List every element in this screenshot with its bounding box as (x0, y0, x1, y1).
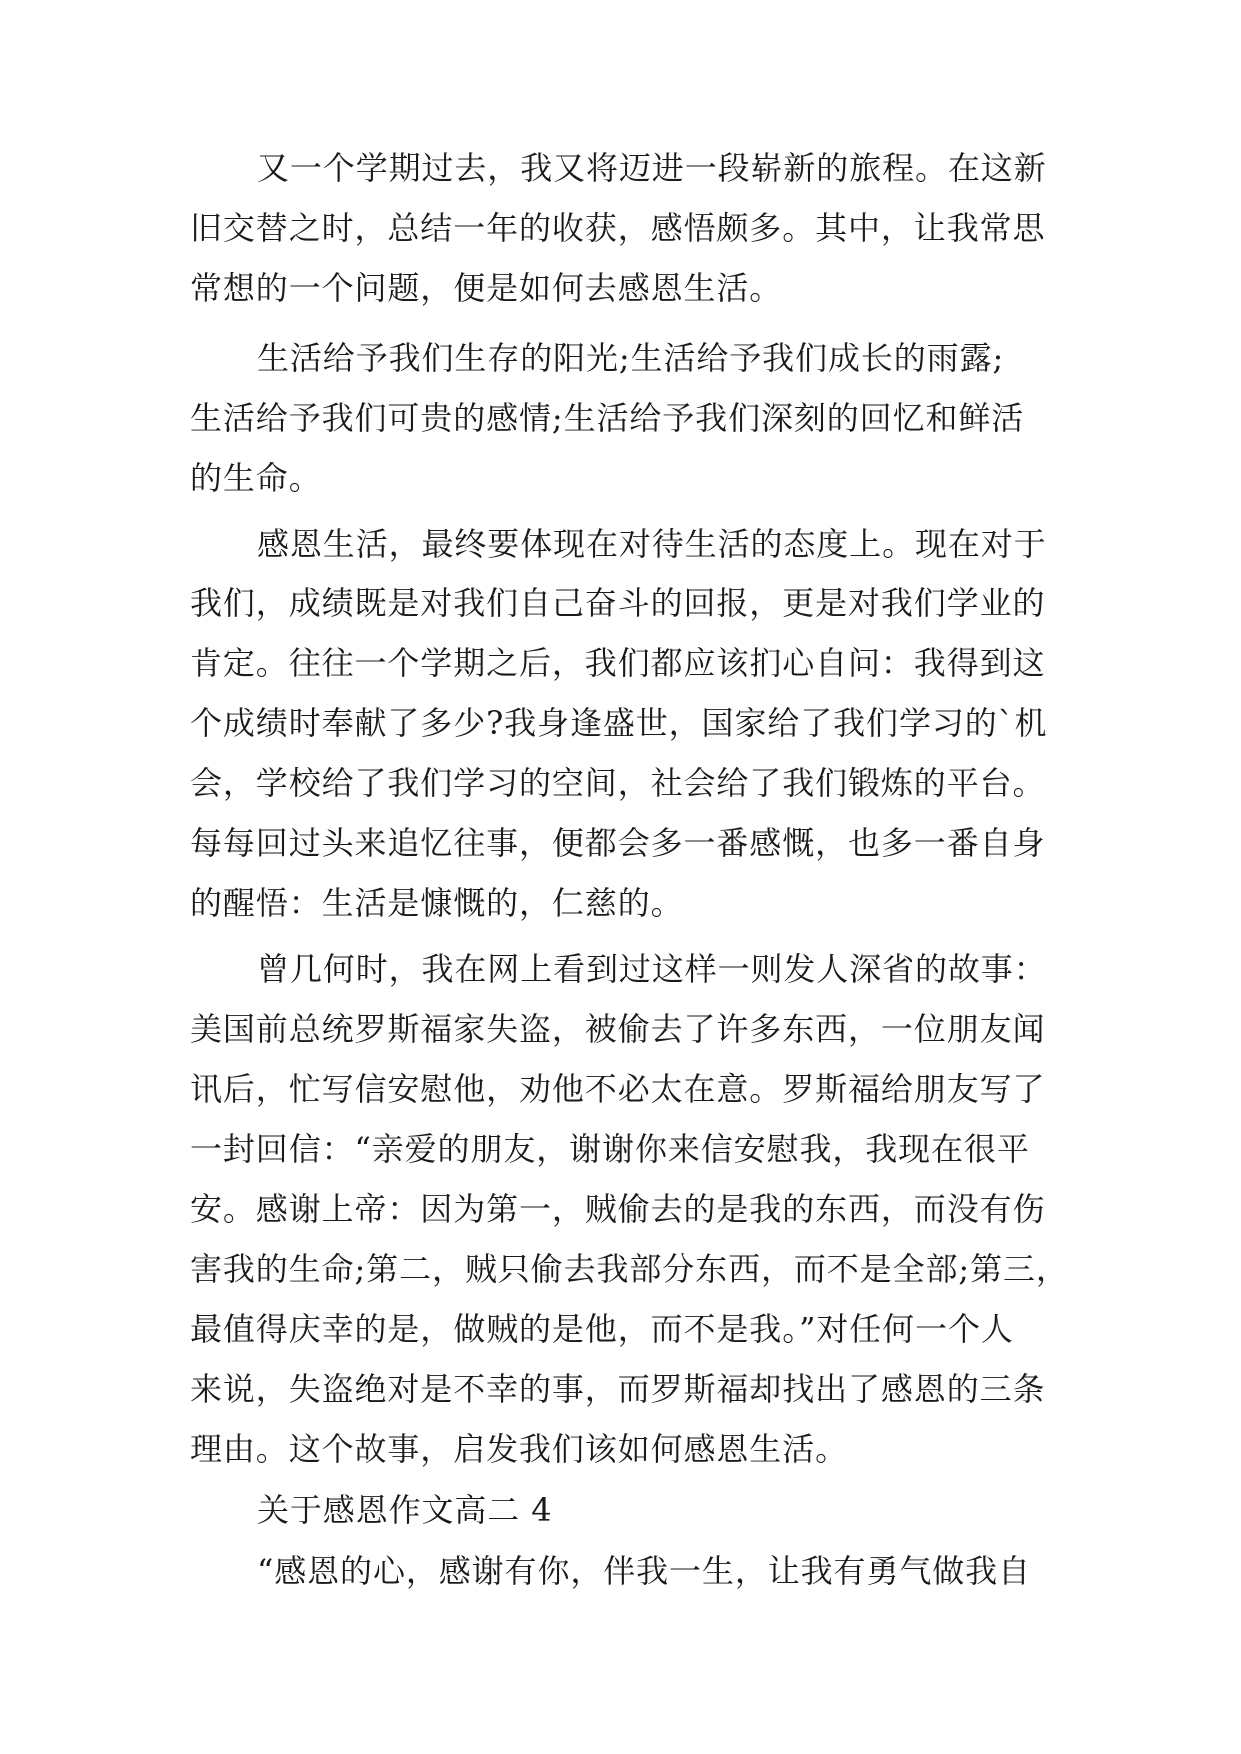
text-line: 生活给予我们可贵的感情;生活给予我们深刻的回忆和鲜活 (190, 399, 1025, 437)
section-heading: 关于感恩作文高二 4 (257, 1491, 553, 1529)
text-line: 肯定。往往一个学期之后，我们都应该扪心自问：我得到这 (190, 644, 1046, 682)
text-line: 一封回信：“亲爱的朋友，谢谢你来信安慰我，我现在很平 (190, 1130, 1030, 1168)
text-line: 最值得庆幸的是，做贼的是他，而不是我。”对任何一个人 (190, 1310, 1014, 1348)
text-line: 感恩生活，最终要体现在对待生活的态度上。现在对于 (257, 525, 1047, 563)
text-line: 的生命。 (190, 459, 322, 497)
text-line: 来说，失盗绝对是不幸的事，而罗斯福却找出了感恩的三条 (190, 1370, 1046, 1408)
text-line: 又一个学期过去，我又将迈进一段崭新的旅程。在这新 (257, 149, 1047, 187)
text-line: 我们，成绩既是对我们自己奋斗的回报，更是对我们学业的 (190, 584, 1046, 622)
text-line: 旧交替之时，总结一年的收获，感悟颇多。其中，让我常思 (190, 209, 1046, 247)
text-line: 个成绩时奉献了多少?我身逢盛世，国家给了我们学习的`机 (190, 704, 1048, 742)
text-line: 理由。这个故事，启发我们该如何感恩生活。 (190, 1430, 849, 1468)
text-line: 的醒悟：生活是慷慨的，仁慈的。 (190, 884, 684, 922)
text-line: 曾几何时，我在网上看到过这样一则发人深省的故事： (257, 950, 1047, 988)
text-line: 安。感谢上帝：因为第一，贼偷去的是我的东西，而没有伤 (190, 1190, 1046, 1228)
text-line: 会，学校给了我们学习的空间，社会给了我们锻炼的平台。 (190, 764, 1046, 802)
text-line: 每每回过头来追忆往事，便都会多一番感慨，也多一番自身 (190, 824, 1046, 862)
text-line: “感恩的心，感谢有你，伴我一生，让我有勇气做我自 (257, 1552, 1031, 1590)
text-line: 美国前总统罗斯福家失盗，被偷去了许多东西，一位朋友闻 (190, 1010, 1046, 1048)
text-line: 常想的一个问题，便是如何去感恩生活。 (190, 269, 783, 307)
text-line: 害我的生命;第二，贼只偷去我部分东西，而不是全部;第三， (190, 1250, 1069, 1288)
text-line: 讯后，忙写信安慰他，劝他不必太在意。罗斯福给朋友写了 (190, 1070, 1046, 1108)
text-line: 生活给予我们生存的阳光;生活给予我们成长的雨露; (257, 339, 1005, 377)
